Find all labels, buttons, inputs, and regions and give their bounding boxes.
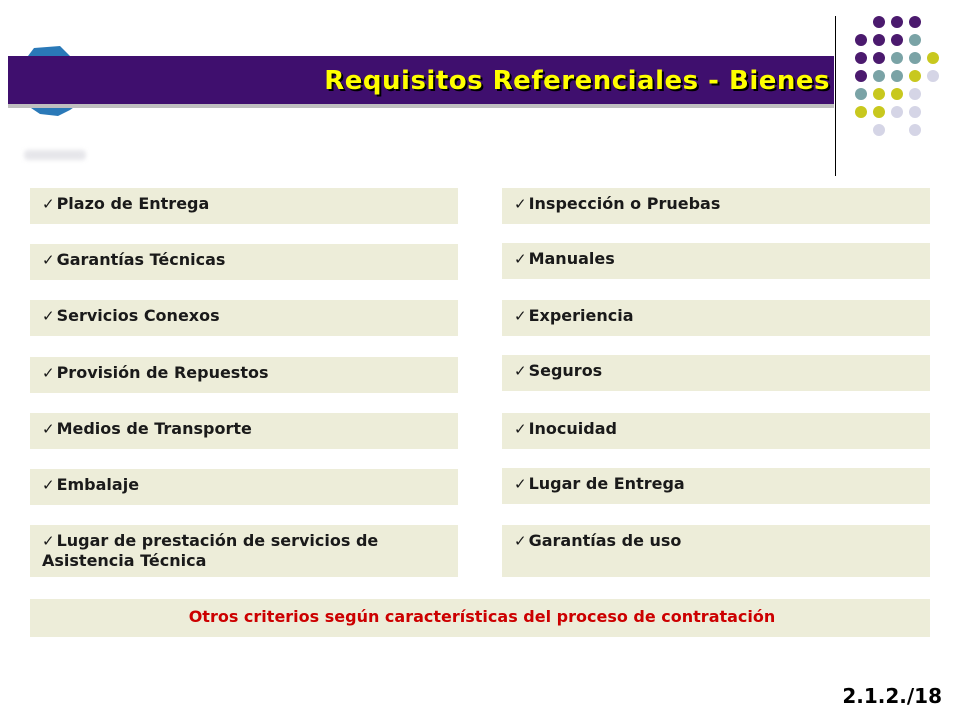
- decorative-dot: [909, 34, 921, 46]
- requirement-item: ✓ Experiencia: [502, 300, 930, 336]
- requirement-item: ✓ Lugar de prestación de servicios de Asistencia Técnica: [30, 525, 458, 577]
- decorative-dot: [873, 16, 885, 28]
- requirement-item: ✓ Garantías Técnicas: [30, 244, 458, 280]
- decorative-dot: [909, 52, 921, 64]
- divider-line: [835, 16, 836, 176]
- requirement-item: ✓ Plazo de Entrega: [30, 188, 458, 224]
- requirement-item: ✓ Inocuidad: [502, 413, 930, 449]
- requirement-item: ✓ Lugar de Entrega: [502, 468, 930, 504]
- requirement-item: ✓ Inspección o Pruebas: [502, 188, 930, 224]
- decorative-dot: [873, 34, 885, 46]
- decorative-dot: [873, 88, 885, 100]
- requirement-item: ✓ Garantías de uso: [502, 525, 930, 577]
- requirement-item: ✓ Provisión de Repuestos: [30, 357, 458, 393]
- page-title: Requisitos Referenciales - Bienes: [324, 66, 830, 96]
- decorative-dot: [873, 124, 885, 136]
- decorative-dot: [855, 70, 867, 82]
- decorative-dot: [891, 106, 903, 118]
- decorative-dot: [909, 16, 921, 28]
- decorative-dot: [909, 70, 921, 82]
- requirement-item: ✓ Seguros: [502, 355, 930, 391]
- decorative-dot: [891, 34, 903, 46]
- decorative-dot: [891, 52, 903, 64]
- decorative-dot: [909, 124, 921, 136]
- decorative-dot: [891, 70, 903, 82]
- page-number: 2.1.2./18: [842, 684, 942, 708]
- decorative-dot: [909, 106, 921, 118]
- decorative-dot: [927, 70, 939, 82]
- requirement-item: ✓ Servicios Conexos: [30, 300, 458, 336]
- decorative-dot: [873, 70, 885, 82]
- requirement-item: ✓ Medios de Transporte: [30, 413, 458, 449]
- decorative-dot: [855, 52, 867, 64]
- decorative-dot: [891, 88, 903, 100]
- requirement-item: ✓ Embalaje: [30, 469, 458, 505]
- decorative-blur: [24, 150, 86, 160]
- decorative-dot: [855, 34, 867, 46]
- other-criteria-item: Otros criterios según características del proceso de contratación: [30, 599, 930, 637]
- decorative-dot: [855, 106, 867, 118]
- decorative-dot: [855, 88, 867, 100]
- decorative-dot: [891, 16, 903, 28]
- decorative-dot: [909, 88, 921, 100]
- decorative-dot: [927, 52, 939, 64]
- requirement-item: ✓ Manuales: [502, 243, 930, 279]
- decorative-dot: [873, 52, 885, 64]
- decorative-dot: [873, 106, 885, 118]
